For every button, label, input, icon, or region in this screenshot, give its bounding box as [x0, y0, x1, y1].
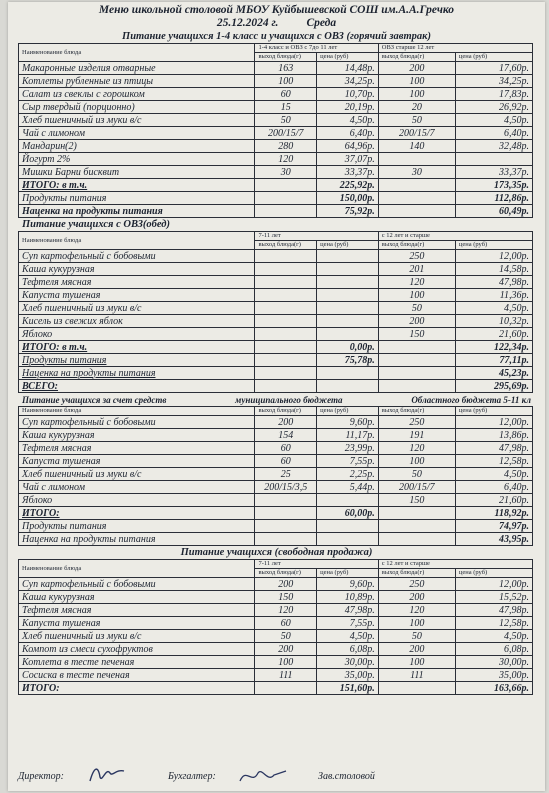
table-row: [19, 591, 533, 604]
output-2: 150: [378, 328, 455, 341]
dish-name: Хлеб пшеничный из муки в/с: [19, 114, 255, 127]
markup-value-2: 45,23р.: [455, 367, 532, 380]
output-1: 111: [255, 669, 317, 682]
price-2: 4,50р.: [455, 468, 532, 481]
price-2: 15,52р.: [455, 591, 532, 604]
output-1: 150: [255, 591, 317, 604]
column-header-group2: с 12 лет и старше: [378, 232, 532, 241]
price-1: [317, 315, 379, 328]
lunch-grand-total-row: [19, 380, 533, 393]
price-2: 6,40р.: [455, 481, 532, 494]
breakfast-table: [18, 43, 533, 218]
price-1: 7,55р.: [317, 617, 379, 630]
markup-label: Наценка на продукты питания: [19, 367, 255, 380]
dish-name: Капуста тушеная: [19, 455, 255, 468]
breakfast-total-row: [19, 179, 533, 192]
price-2: 17,60р.: [455, 62, 532, 75]
products-label: Продукты питания: [19, 354, 255, 367]
price-1: 11,17р.: [317, 429, 379, 442]
dish-name: Сыр твердый (порционно): [19, 101, 255, 114]
budget-table: [18, 406, 533, 546]
dish-name: Яблоко: [19, 328, 255, 341]
output-1: 120: [255, 604, 317, 617]
output-1: 200: [255, 416, 317, 429]
dish-name: Котлеты рубленные из птицы: [19, 75, 255, 88]
total-value-1: 0,00р.: [317, 341, 379, 354]
price-1: 33,37р.: [317, 166, 379, 179]
output-1: [255, 494, 317, 507]
column-header-group1: 7-11 лет: [255, 560, 378, 569]
table-row: [19, 656, 533, 669]
output-2: [378, 153, 455, 166]
budget-markup-row: [19, 533, 533, 546]
column-header-price: цена (руб): [455, 569, 532, 578]
price-2: 34,25р.: [455, 75, 532, 88]
table-row: [19, 166, 533, 179]
table-row: [19, 315, 533, 328]
output-2: 111: [378, 669, 455, 682]
total-value-2: 122,34р.: [455, 341, 532, 354]
column-header-group2: с 12 лет и старше: [378, 560, 532, 569]
table-row: [19, 630, 533, 643]
signature-line: [18, 771, 538, 787]
dish-name: Капуста тушеная: [19, 617, 255, 630]
price-1: [317, 494, 379, 507]
dish-name: Суп картофельный с бобовыми: [19, 578, 255, 591]
output-1: 200: [255, 578, 317, 591]
dish-name: Салат из свеклы с горошком: [19, 88, 255, 101]
output-1: 120: [255, 153, 317, 166]
table-row: [19, 127, 533, 140]
table-row: [19, 604, 533, 617]
table-row: [19, 328, 533, 341]
total-value-2: 163,66р.: [455, 682, 532, 695]
total-value-1: 60,00р.: [317, 507, 379, 520]
menu-sheet: [8, 2, 545, 791]
lunch-rows: [19, 250, 533, 341]
markup-label: Наценка на продукты питания: [19, 205, 255, 218]
price-1: 9,60р.: [317, 578, 379, 591]
output-2: 250: [378, 250, 455, 263]
dish-name: Капуста тушеная: [19, 289, 255, 302]
dish-name: Чай с лимоном: [19, 481, 255, 494]
price-2: 4,50р.: [455, 302, 532, 315]
products-label: Продукты питания: [19, 520, 255, 533]
director-label: Директор:: [18, 771, 64, 782]
dish-name: Макаронные изделия отварные: [19, 62, 255, 75]
lunch-table: [18, 231, 533, 393]
budget-title-left: Питание учащихся за счет средств: [22, 395, 167, 405]
grand-total-value: 295,69р.: [455, 380, 532, 393]
budget-products-row: [19, 520, 533, 533]
column-header-output: выход блюда(г): [378, 407, 455, 416]
section-breakfast-title: Питание учащихся 1-4 класс и учащихся с ОВЗ (горячий завтрак): [122, 31, 431, 42]
menu-weekday: Среда: [306, 17, 337, 29]
table-row: [19, 140, 533, 153]
output-1: [255, 263, 317, 276]
price-2: 35,00р.: [455, 669, 532, 682]
output-2: 50: [378, 302, 455, 315]
free-sale-table: [18, 559, 533, 695]
dish-name: Суп картофельный с бобовыми: [19, 250, 255, 263]
dish-name: Хлеб пшеничный из муки в/с: [19, 468, 255, 481]
price-1: 35,00р.: [317, 669, 379, 682]
table-row: [19, 617, 533, 630]
output-2: 200: [378, 643, 455, 656]
output-2: 200: [378, 315, 455, 328]
dish-name: Яблоко: [19, 494, 255, 507]
markup-value-1: 75,92р.: [317, 205, 379, 218]
output-1: 60: [255, 442, 317, 455]
output-1: 163: [255, 62, 317, 75]
price-1: 47,98р.: [317, 604, 379, 617]
price-2: 26,92р.: [455, 101, 532, 114]
dish-name: Мишки Барни бисквит: [19, 166, 255, 179]
price-1: 37,07р.: [317, 153, 379, 166]
output-2: 50: [378, 114, 455, 127]
price-1: 14,48р.: [317, 62, 379, 75]
dish-name: Кисель из свежих яблок: [19, 315, 255, 328]
output-1: 200/15/3,5: [255, 481, 317, 494]
output-2: 50: [378, 468, 455, 481]
dish-name: Тефтеля мясная: [19, 276, 255, 289]
lunch-products-row: [19, 354, 533, 367]
dish-name: Сосиска в тесте печеная: [19, 669, 255, 682]
output-1: 280: [255, 140, 317, 153]
price-2: 14,58р.: [455, 263, 532, 276]
lunch-markup-row: [19, 367, 533, 380]
total-value-2: 173,35р.: [455, 179, 532, 192]
column-header-output: выход блюда(г): [255, 407, 317, 416]
price-2: [455, 153, 532, 166]
column-header-output: выход блюда(г): [255, 53, 317, 62]
price-1: [317, 250, 379, 263]
table-row: [19, 468, 533, 481]
total-label: ИТОГО:: [19, 682, 255, 695]
breakfast-rows: [19, 62, 533, 179]
column-header-price: цена (руб): [317, 53, 379, 62]
table-row: [19, 263, 533, 276]
price-1: [317, 302, 379, 315]
column-header-output: выход блюда(г): [255, 569, 317, 578]
price-1: 10,89р.: [317, 591, 379, 604]
column-header-output: выход блюда(г): [378, 569, 455, 578]
table-row: [19, 669, 533, 682]
output-1: 100: [255, 75, 317, 88]
free-sale-total-row: [19, 682, 533, 695]
total-label: ИТОГО:: [19, 507, 255, 520]
price-2: 47,98р.: [455, 276, 532, 289]
column-header-name: Наименование блюда: [19, 407, 255, 416]
menu-date-line: [8, 17, 545, 30]
output-1: [255, 276, 317, 289]
dish-name: Йогурт 2%: [19, 153, 255, 166]
free-sale-rows: [19, 578, 533, 682]
dish-name: Каша кукурузная: [19, 591, 255, 604]
breakfast-markup-row: [19, 205, 533, 218]
output-1: 25: [255, 468, 317, 481]
price-1: 20,19р.: [317, 101, 379, 114]
table-row: [19, 114, 533, 127]
column-header-price: цена (руб): [317, 569, 379, 578]
markup-label: Наценка на продукты питания: [19, 533, 255, 546]
output-2: 100: [378, 455, 455, 468]
dish-name: Суп картофельный с бобовыми: [19, 416, 255, 429]
menu-date: 25.12.2024 г.: [216, 17, 279, 29]
column-header-output: выход блюда(г): [255, 241, 317, 250]
dish-name: Хлеб пшеничный из муки в/с: [19, 630, 255, 643]
table-row: [19, 455, 533, 468]
dish-name: Компот из смеси сухофруктов: [19, 643, 255, 656]
output-1: 15: [255, 101, 317, 114]
director-signature: [88, 763, 128, 785]
column-header-price: цена (руб): [455, 241, 532, 250]
price-1: 5,44р.: [317, 481, 379, 494]
products-value-2: 74,97р.: [455, 520, 532, 533]
price-1: 4,50р.: [317, 114, 379, 127]
output-2: 50: [378, 630, 455, 643]
output-2: 200: [378, 591, 455, 604]
price-1: [317, 263, 379, 276]
total-value-2: 118,92р.: [455, 507, 532, 520]
column-header-price: цена (руб): [317, 241, 379, 250]
canteen-manager-label: Зав.столовой: [318, 771, 375, 782]
lunch-total-row: [19, 341, 533, 354]
output-1: 200: [255, 643, 317, 656]
output-2: 120: [378, 442, 455, 455]
budget-title-right: Областного бюджета 5-11 кл: [411, 395, 531, 405]
price-1: [317, 276, 379, 289]
price-2: 13,86р.: [455, 429, 532, 442]
output-2: 100: [378, 75, 455, 88]
price-2: 6,40р.: [455, 127, 532, 140]
output-1: [255, 289, 317, 302]
price-1: 6,40р.: [317, 127, 379, 140]
price-1: 34,25р.: [317, 75, 379, 88]
products-value-2: 77,11р.: [455, 354, 532, 367]
dish-name: Тефтеля мясная: [19, 442, 255, 455]
output-2: 200: [378, 62, 455, 75]
price-2: 47,98р.: [455, 604, 532, 617]
price-1: 64,96р.: [317, 140, 379, 153]
output-1: 154: [255, 429, 317, 442]
output-2: 100: [378, 88, 455, 101]
table-row: [19, 494, 533, 507]
price-2: 12,00р.: [455, 416, 532, 429]
table-row: [19, 416, 533, 429]
price-1: [317, 328, 379, 341]
column-header-group2: ОВЗ старше 12 лет: [378, 44, 532, 53]
price-2: 11,36р.: [455, 289, 532, 302]
price-1: 10,70р.: [317, 88, 379, 101]
dish-name: Котлета в тесте печеная: [19, 656, 255, 669]
markup-value-2: 60,49р.: [455, 205, 532, 218]
table-row: [19, 62, 533, 75]
output-2: 20: [378, 101, 455, 114]
products-value-1: 150,00р.: [317, 192, 379, 205]
output-1: 50: [255, 630, 317, 643]
output-1: [255, 302, 317, 315]
output-2: 191: [378, 429, 455, 442]
accountant-signature: [238, 765, 288, 787]
markup-value-2: 43,95р.: [455, 533, 532, 546]
output-2: 150: [378, 494, 455, 507]
dish-name: Чай с лимоном: [19, 127, 255, 140]
output-1: [255, 250, 317, 263]
column-header-price: цена (руб): [317, 407, 379, 416]
output-2: 100: [378, 289, 455, 302]
budget-total-row: [19, 507, 533, 520]
price-2: 17,83р.: [455, 88, 532, 101]
price-2: 12,58р.: [455, 455, 532, 468]
table-row: [19, 442, 533, 455]
total-value-1: 151,60р.: [317, 682, 379, 695]
output-2: 100: [378, 617, 455, 630]
table-row: [19, 250, 533, 263]
price-1: 2,25р.: [317, 468, 379, 481]
output-2: 250: [378, 578, 455, 591]
price-2: 21,60р.: [455, 494, 532, 507]
price-1: 4,50р.: [317, 630, 379, 643]
column-header-group1: 1-4 класс и ОВЗ с 7до 11 лет: [255, 44, 378, 53]
section-budget-title: [8, 394, 545, 406]
price-1: [317, 289, 379, 302]
dish-name: Каша кукурузная: [19, 429, 255, 442]
table-row: [19, 289, 533, 302]
accountant-label: Бухгалтер:: [168, 771, 216, 782]
output-1: 200/15/7: [255, 127, 317, 140]
table-row: [19, 88, 533, 101]
section-lunch-title: Питание учащихся с ОВЗ(обед): [22, 219, 171, 230]
menu-title: Меню школьной столовой МБОУ Куйбышевской СОШ им.А.А.Гречко: [98, 4, 455, 16]
price-2: 33,37р.: [455, 166, 532, 179]
output-2: 250: [378, 416, 455, 429]
price-1: 9,60р.: [317, 416, 379, 429]
price-2: 32,48р.: [455, 140, 532, 153]
grand-total-label: ВСЕГО:: [19, 380, 255, 393]
table-row: [19, 302, 533, 315]
price-1: 6,08р.: [317, 643, 379, 656]
dish-name: Мандарин(2): [19, 140, 255, 153]
total-label: ИТОГО: в т.ч.: [19, 179, 255, 192]
table-row: [19, 578, 533, 591]
column-header-name: Наименование блюда: [19, 44, 255, 62]
output-1: 30: [255, 166, 317, 179]
budget-title-mid: муниципального бюджета: [235, 395, 343, 405]
output-1: 100: [255, 656, 317, 669]
dish-name: Тефтеля мясная: [19, 604, 255, 617]
output-1: 50: [255, 114, 317, 127]
table-row: [19, 481, 533, 494]
dish-name: Каша кукурузная: [19, 263, 255, 276]
budget-rows: [19, 416, 533, 507]
total-label: ИТОГО: в т.ч.: [19, 341, 255, 354]
breakfast-products-row: [19, 192, 533, 205]
output-2: 201: [378, 263, 455, 276]
output-2: 200/15/7: [378, 127, 455, 140]
price-2: 4,50р.: [455, 630, 532, 643]
products-label: Продукты питания: [19, 192, 255, 205]
column-header-output: выход блюда(г): [378, 241, 455, 250]
column-header-price: цена (руб): [455, 53, 532, 62]
price-2: 4,50р.: [455, 114, 532, 127]
price-1: 7,55р.: [317, 455, 379, 468]
output-1: [255, 328, 317, 341]
column-header-group1: 7-11 лет: [255, 232, 378, 241]
output-2: 120: [378, 276, 455, 289]
price-2: 21,60р.: [455, 328, 532, 341]
price-2: 30,00р.: [455, 656, 532, 669]
section-free-sale-title: Питание учащихся (свободная продажа): [180, 547, 373, 558]
output-2: 100: [378, 656, 455, 669]
table-row: [19, 276, 533, 289]
products-value-1: 75,78р.: [317, 354, 379, 367]
price-2: 6,08р.: [455, 643, 532, 656]
output-2: 140: [378, 140, 455, 153]
column-header-name: Наименование блюда: [19, 560, 255, 578]
column-header-output: выход блюда(г): [378, 53, 455, 62]
output-2: 30: [378, 166, 455, 179]
column-header-name: Наименование блюда: [19, 232, 255, 250]
output-1: [255, 315, 317, 328]
output-2: 120: [378, 604, 455, 617]
total-value-1: 225,92р.: [317, 179, 379, 192]
products-value-2: 112,86р.: [455, 192, 532, 205]
price-1: 23,99р.: [317, 442, 379, 455]
price-2: 12,00р.: [455, 578, 532, 591]
price-2: 12,58р.: [455, 617, 532, 630]
table-row: [19, 101, 533, 114]
price-2: 12,00р.: [455, 250, 532, 263]
output-1: 60: [255, 617, 317, 630]
price-2: 10,32р.: [455, 315, 532, 328]
table-row: [19, 153, 533, 166]
table-row: [19, 75, 533, 88]
output-1: 60: [255, 455, 317, 468]
price-2: 47,98р.: [455, 442, 532, 455]
dish-name: Хлеб пшеничный из муки в/с: [19, 302, 255, 315]
price-1: 30,00р.: [317, 656, 379, 669]
table-row: [19, 643, 533, 656]
output-2: 200/15/7: [378, 481, 455, 494]
column-header-price: цена (руб): [455, 407, 532, 416]
table-row: [19, 429, 533, 442]
output-1: 60: [255, 88, 317, 101]
